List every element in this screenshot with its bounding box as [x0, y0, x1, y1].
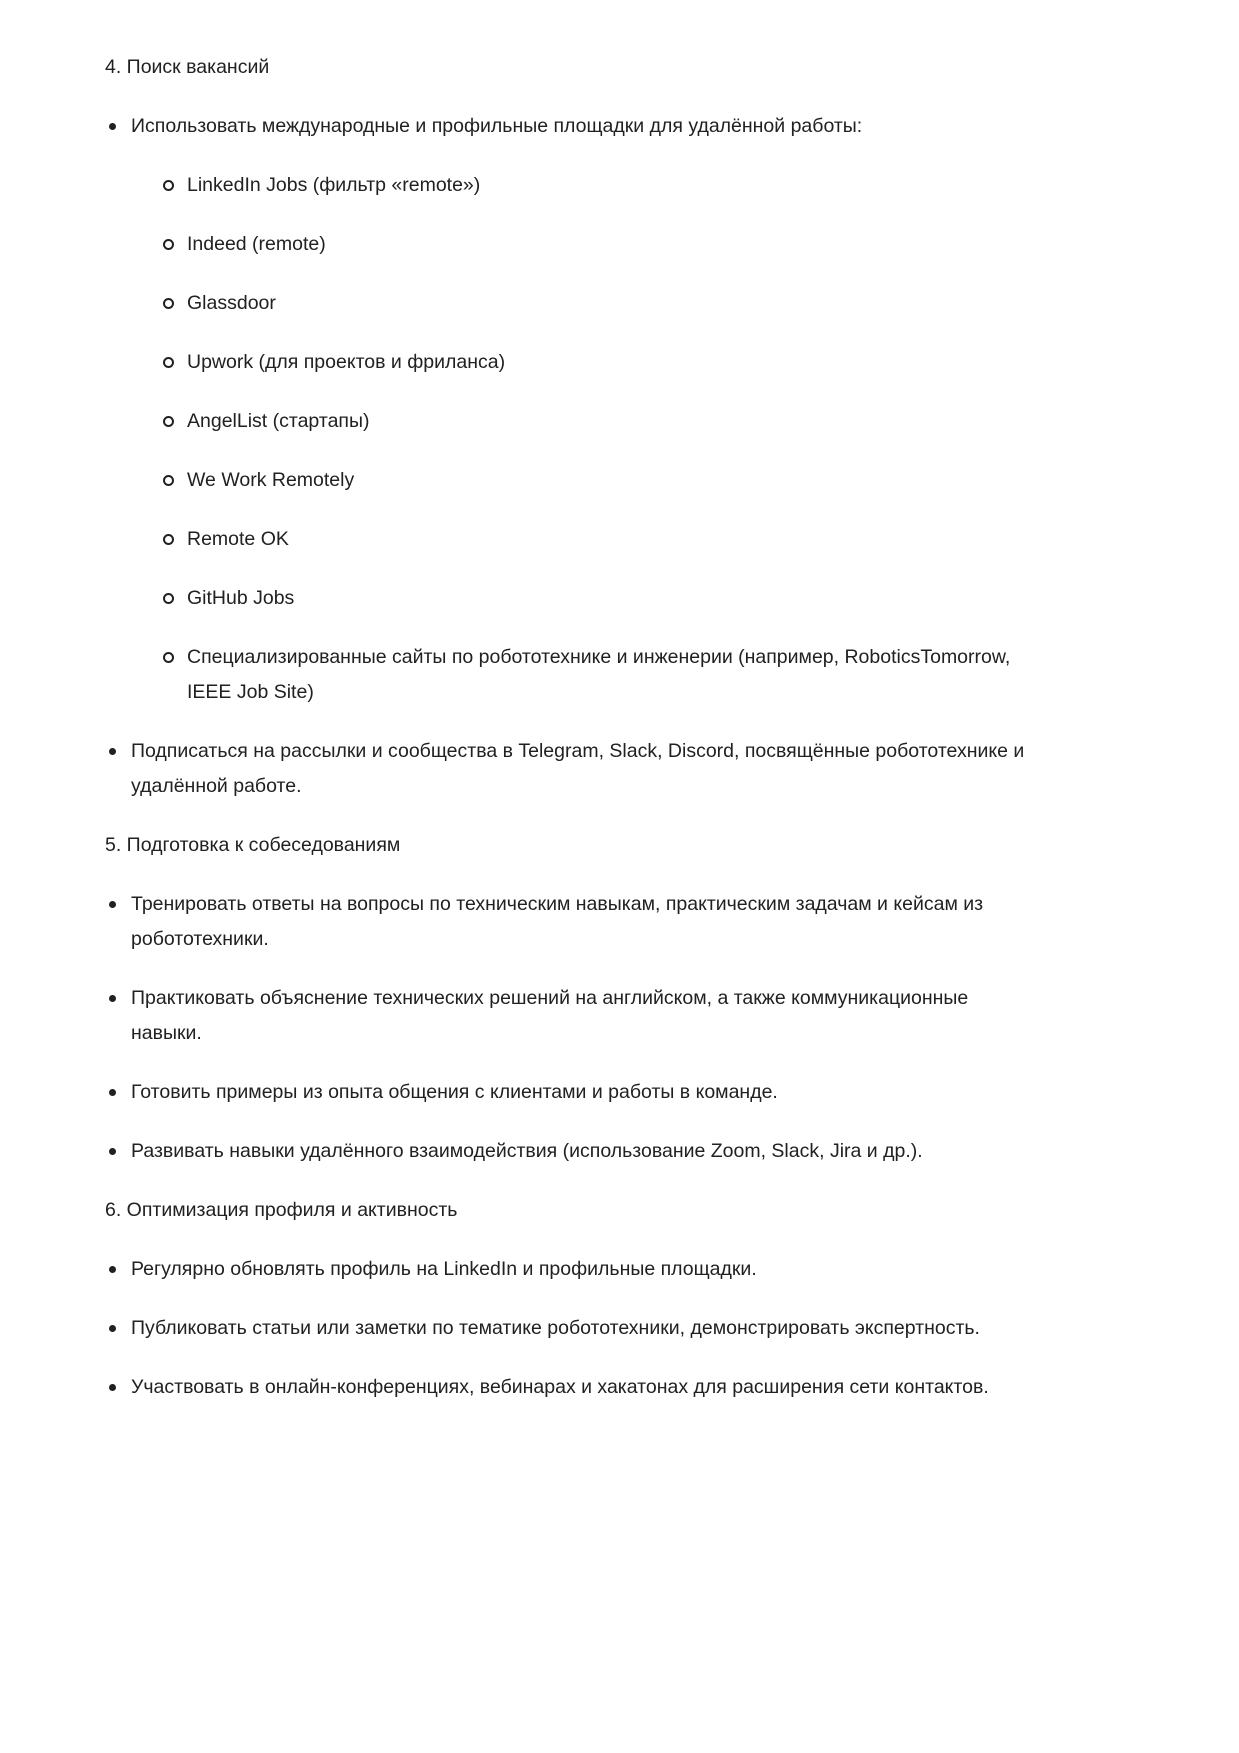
list-item	[161, 286, 1039, 321]
list-item	[161, 168, 1039, 203]
list-item	[105, 734, 1039, 804]
bullet-circle-icon	[161, 286, 187, 309]
bullet-dot-icon	[105, 887, 131, 908]
list-item	[161, 581, 1039, 616]
list-item-text: Glassdoor	[187, 292, 276, 314]
bullet-dot-icon	[105, 1252, 131, 1273]
list-item	[105, 1370, 1039, 1405]
list-item	[105, 1134, 1039, 1169]
list-item	[105, 887, 1039, 957]
bullet-circle-icon	[161, 463, 187, 486]
list-item-text: Подписаться на рассылки и сообщества в Telegram, Slack, Discord, посвящённые робототехнике и удалённой работе.	[131, 740, 1025, 797]
bullet-circle-icon	[161, 345, 187, 368]
section-4-list-2	[105, 734, 1039, 804]
list-item-text: Участвовать в онлайн-конференциях, вебинарах и хакатонах для расширения сети контактов.	[131, 1376, 989, 1398]
list-item-text: Практиковать объяснение технических решений на английском, а также коммуникационные навыки.	[131, 987, 969, 1044]
bullet-dot-icon	[105, 734, 131, 755]
bullet-dot-icon	[105, 109, 131, 130]
heading-section-6: 6. Оптимизация профиля и активность	[105, 1199, 458, 1221]
bullet-circle-icon	[161, 522, 187, 545]
list-item-text: Remote OK	[187, 528, 289, 550]
list-item	[161, 227, 1039, 262]
bullet-dot-icon	[105, 981, 131, 1002]
list-item-text: AngelList (стартапы)	[187, 410, 370, 432]
bullet-circle-icon	[161, 640, 187, 663]
list-item-text: LinkedIn Jobs (фильтр «remote»)	[187, 174, 481, 196]
section-4-list	[105, 109, 1039, 144]
bullet-circle-icon	[161, 227, 187, 250]
list-item-text: Развивать навыки удалённого взаимодействия (использование Zoom, Slack, Jira и др.).	[131, 1140, 923, 1162]
heading-section-4: 4. Поиск вакансий	[105, 56, 270, 78]
section-6-list	[105, 1252, 1039, 1405]
bullet-dot-icon	[105, 1370, 131, 1391]
list-item	[105, 1311, 1039, 1346]
list-item	[105, 1075, 1039, 1110]
section-5-list	[105, 887, 1039, 1169]
list-item-text: GitHub Jobs	[187, 587, 295, 609]
list-item	[161, 404, 1039, 439]
list-item-text: Indeed (remote)	[187, 233, 326, 255]
platforms-list	[105, 168, 1039, 710]
list-item-text: Использовать международные и профильные площадки для удалённой работы:	[131, 115, 863, 137]
list-item	[105, 109, 1039, 144]
list-item	[161, 463, 1039, 498]
bullet-circle-icon	[161, 581, 187, 604]
bullet-dot-icon	[105, 1311, 131, 1332]
list-item	[105, 1252, 1039, 1287]
bullet-dot-icon	[105, 1134, 131, 1155]
bullet-dot-icon	[105, 1075, 131, 1096]
list-item	[161, 345, 1039, 380]
list-item-text: Регулярно обновлять профиль на LinkedIn и профильные площадки.	[131, 1258, 757, 1280]
bullet-circle-icon	[161, 168, 187, 191]
heading-section-5: 5. Подготовка к собеседованиям	[105, 834, 401, 856]
list-item	[161, 522, 1039, 557]
list-item-text: Готовить примеры из опыта общения с клиентами и работы в команде.	[131, 1081, 778, 1103]
list-item	[105, 981, 1039, 1051]
bullet-circle-icon	[161, 404, 187, 427]
list-item-text: We Work Remotely	[187, 469, 355, 491]
list-item-text: Специализированные сайты по робототехнике и инженерии (например, RoboticsTomorrow, IEEE Job Site)	[187, 646, 1011, 703]
list-item-text: Тренировать ответы на вопросы по техническим навыкам, практическим задачам и кейсам из робототехники.	[131, 893, 984, 950]
list-item-text: Upwork (для проектов и фриланса)	[187, 351, 506, 373]
list-item-text: Публиковать статьи или заметки по тематике робототехники, демонстрировать экспертность.	[131, 1317, 980, 1339]
list-item	[161, 640, 1039, 710]
